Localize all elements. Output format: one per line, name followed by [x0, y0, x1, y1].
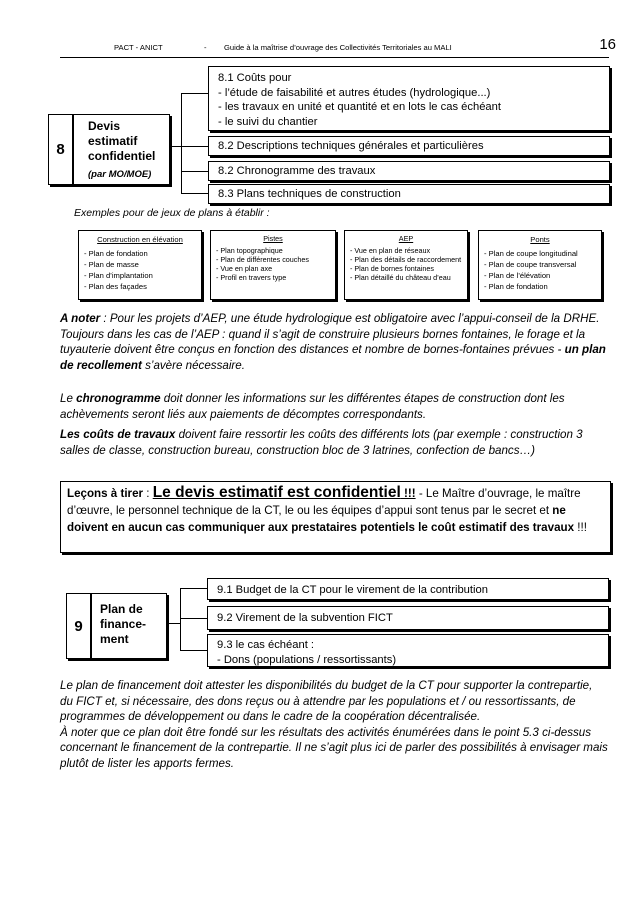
- plan-aep-item: - Plan de bornes fontaines: [350, 264, 434, 273]
- connector-9-1: [180, 588, 207, 589]
- connector-8-stem: [170, 146, 181, 147]
- section-8-2-box: [208, 136, 610, 156]
- lecon-box: [60, 481, 611, 553]
- header-org: PACT - ANICT: [114, 43, 163, 52]
- header-rule: [60, 57, 609, 58]
- section-9-1-box: [207, 578, 609, 600]
- plan-box-construction: [78, 230, 202, 300]
- plan-box-pistes: [210, 230, 336, 300]
- connector-8-4: [181, 193, 208, 194]
- closing-paragraph-2: À noter que ce plan doit être fondé sur les résultats des activités énumérées dans le point 5.3 ci-dessus concernant le financement de la contrepartie. Il ne s’agit plus ici de parler des possibilités à envisager mais plutôt de lister les apports fermes.: [60, 725, 608, 770]
- header-dash: -: [204, 43, 207, 52]
- lecon-text: - Le Maître d’ouvrage, le maître d’œuvre, le personnel technique de la CT, le ou les équipes d’appui sont tenus par le secret et: [67, 487, 581, 517]
- plan-construction-item: - Plan d’implantation: [84, 271, 153, 280]
- section-8-1-box: [208, 66, 610, 131]
- connector-9-stem: [167, 623, 180, 624]
- section-8-number-text: 8: [56, 141, 65, 158]
- plan-construction-title: Construction en élévation: [97, 235, 183, 244]
- note-aep-end: s’avère nécessaire.: [141, 358, 245, 372]
- section-8-chronogramme-box: [208, 161, 610, 181]
- section-8-title-line-3: confidentiel: [88, 149, 156, 163]
- section-8-title-line-2: estimatif: [88, 134, 138, 148]
- plan-construction-item: - Plan des façades: [84, 282, 147, 291]
- note-chronogramme-start: Le: [60, 392, 77, 405]
- note-a-noter: [60, 311, 608, 373]
- connector-8-vertical: [181, 93, 182, 193]
- plan-ponts-item: - Plan de coupe longitudinal: [484, 249, 578, 258]
- section-8-title-box: [73, 114, 170, 185]
- plan-aep-item: - Plan des détails de raccordement: [350, 255, 462, 264]
- section-8-title-line-1: Devis: [88, 119, 121, 133]
- lecon-colon: :: [143, 487, 153, 500]
- note-chronogramme-bold: chronogramme: [76, 392, 161, 405]
- section-8-1-line-1: 8.1 Coûts pour: [218, 72, 292, 84]
- plan-aep-item: - Vue en plan de réseaux: [350, 246, 431, 255]
- section-8-number: [48, 114, 73, 185]
- note-a-noter-label: A noter: [60, 312, 101, 325]
- section-8-2-text: 8.2 Descriptions techniques générales et particulières: [218, 140, 484, 152]
- connector-8-2: [181, 146, 208, 147]
- plan-pistes-item: - Vue en plan axe: [216, 264, 273, 273]
- plan-box-ponts: [478, 230, 602, 300]
- connector-9-vertical: [180, 588, 181, 650]
- section-8-3-box: [208, 184, 610, 204]
- connector-9-2: [180, 618, 207, 619]
- note-couts-bold: Les coûts de travaux: [60, 428, 176, 441]
- section-8-3-text: 8.3 Plans techniques de construction: [218, 188, 401, 200]
- section-8-1-line-2: - l’étude de faisabilité et autres études (hydrologique...): [218, 86, 491, 99]
- section-9-3-box: [207, 634, 609, 667]
- plan-ponts-item: - Plan de fondation: [484, 282, 548, 291]
- note-aep-bold: un plan de recollement: [60, 343, 606, 372]
- plans-intro: Exemples pour de jeux de plans à établir :: [74, 207, 270, 219]
- section-9-3-line-1: 9.3 le cas échéant :: [217, 639, 315, 651]
- connector-9-3: [180, 650, 207, 651]
- closing-paragraph-1: Le plan de financement doit attester les disponibilités du budget de la CT pour supporter la contrepartie, du FICT et, si nécessaire, des dons reçus ou à attendre par les populations et / ou ressortissants, de programmes de développement ou dans le cadre de la coopération décentralisée.: [60, 679, 593, 724]
- section-9-title-line-3: ment: [100, 632, 129, 646]
- plan-pistes-item: - Profil en travers type: [216, 273, 287, 282]
- plan-pistes-title: Pistes: [263, 234, 283, 243]
- plan-ponts-item: - Plan de coupe transversal: [484, 260, 577, 269]
- header-guide-title: Guide à la maîtrise d’ouvrage des Collectivités Territoriales au MALI: [224, 43, 452, 52]
- section-9-2-box: [207, 606, 609, 630]
- lecon-excl: !!!: [400, 487, 416, 500]
- plan-box-aep: [344, 230, 468, 300]
- connector-8-3: [181, 171, 208, 172]
- section-8-subtitle: (par MO/MOE): [88, 169, 152, 180]
- section-8-1-line-4: - le suivi du chantier: [218, 115, 318, 128]
- note-chronogramme: [60, 391, 608, 422]
- page-number: 16: [599, 36, 616, 53]
- section-9-2-text: 9.2 Virement de la subvention FICT: [217, 612, 393, 624]
- section-9-number-text: 9: [74, 617, 83, 635]
- closing-paragraphs: [60, 678, 608, 772]
- note-couts: [60, 427, 608, 458]
- plan-construction-item: - Plan de masse: [84, 260, 139, 269]
- section-9-title-box: [91, 593, 167, 659]
- lecon-label: Leçons à tirer: [67, 487, 144, 500]
- plan-ponts-item: - Plan de l’élévation: [484, 271, 551, 280]
- lecon-bold: ne doivent en aucun cas communiquer aux prestataires potentiels le coût estimatif des travaux: [67, 503, 575, 534]
- section-9-title-line-2: finance-: [100, 617, 147, 631]
- plan-aep-title: AEP: [398, 234, 414, 243]
- note-aep-text: Toujours dans les cas de l’AEP : quand il s’agit de construire plusieurs bornes fontaines, le forage et la tuyauterie doivent être conçus en fonction des distances et nombre de bornes-fontaines prévues -: [60, 327, 586, 357]
- lecon-end: !!!: [574, 520, 587, 534]
- section-9-3-line-2: - Dons (populations / ressortissants): [217, 653, 397, 666]
- note-chronogramme-text: doit donner les informations sur les différentes étapes de construction dont les achèvements seront liés aux paiements de décomptes correspondants.: [60, 392, 565, 421]
- lecon-headline: Le devis estimatif est confidentiel: [152, 484, 401, 501]
- section-9-title-line-1: Plan de: [100, 602, 143, 616]
- section-8-1-line-3: - les travaux en unité et quantité et en lots le cas échéant: [218, 101, 501, 113]
- plan-construction-item: - Plan de fondation: [84, 249, 148, 258]
- section-9-number: [66, 593, 91, 659]
- section-8-chronogramme-text: 8.2 Chronogramme des travaux: [218, 165, 376, 177]
- connector-8-1: [181, 93, 208, 94]
- plan-ponts-title: Ponts: [530, 235, 550, 244]
- plan-pistes-item: - Plan topographique: [216, 246, 283, 255]
- section-9-1-text: 9.1 Budget de la CT pour le virement de la contribution: [217, 584, 488, 596]
- plan-pistes-item: - Plan de différentes couches: [216, 255, 309, 264]
- plan-aep-item: - Plan détaillé du château d’eau: [350, 273, 451, 282]
- note-couts-text: doivent faire ressortir les coûts des différents lots (par exemple : construction 3 salles de classe, construction bureau, construction bloc de 3 latrines, confection de bancs…): [60, 428, 583, 457]
- note-a-noter-text: : Pour les projets d’AEP, une étude hydrologique est obligatoire avec l’appui-conseil de la DRHE.: [100, 312, 600, 325]
